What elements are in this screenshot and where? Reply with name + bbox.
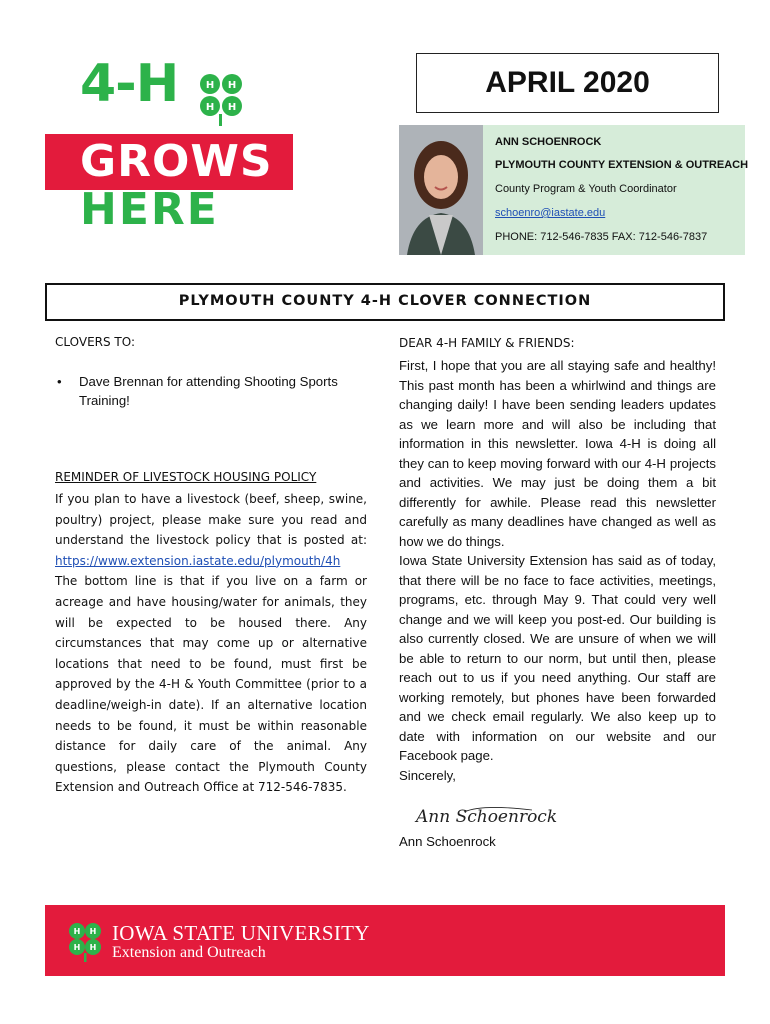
contact-org: PLYMOUTH COUNTY EXTENSION & OUTREACH (495, 159, 749, 171)
clovers-item: Dave Brennan for attending Shooting Sports Training! (79, 374, 338, 408)
logo-here-text: HERE (80, 184, 219, 235)
logo-grows-text: GROWS (80, 136, 273, 187)
svg-text:H: H (89, 927, 97, 936)
newsletter-title: PLYMOUTH COUNTY 4-H CLOVER CONNECTION (178, 293, 592, 309)
contact-email-link[interactable]: schoenro@iastate.edu (495, 207, 606, 219)
handwritten-signature (412, 800, 558, 830)
svg-text:H: H (205, 102, 215, 113)
reminder-text-intro: If you plan to have a livestock (beef, sheep, swine, poultry) project, please make sure you read and understand the livestock policy that is posted at: (55, 492, 367, 548)
four-leaf-clover-icon (195, 70, 247, 126)
clover-logo-icon (65, 920, 105, 962)
contact-name: ANN SCHOENROCK (495, 136, 602, 148)
university-name: IOWA STATE UNIVERSITY (112, 921, 370, 945)
issue-month: APRIL 2020 (416, 53, 719, 113)
contact-phone: PHONE: 712-546-7835 FAX: 712-546-7837 (495, 231, 708, 243)
letter-greeting: DEAR 4-H FAMILY & FRIENDS: (399, 336, 575, 350)
reminder-body (55, 489, 367, 798)
reminder-text-details: The bottom line is that if you live on a farm or acreage and have housing/water for animals, they will be expected to be housed there. Any circumstances that may come up or alternative locations that need to be found, must first be approved by the 4-H & Youth Committee (prior to a deadline/weigh-in date). If an alternative location needs to be found, it must be within reasonable distance for daily care of the animal. Any questions, please contact the Plymouth County Extension and Outreach Office at 712-546-7835. (55, 574, 367, 795)
coordinator-photo (399, 125, 483, 255)
svg-text:Ann Schoenrock: Ann Schoenrock (416, 807, 558, 827)
svg-text:H: H (89, 943, 97, 952)
svg-text:H: H (227, 102, 237, 113)
letter-paragraph-1: First, I hope that you are all staying safe and healthy! This past month has been a whirlwind and things are changing daily! I have been sending leaders updates as we learn more and will also be including that information in this newsletter. Iowa 4-H is doing all they can to keep moving forward with our 4-H projects and activities. We may just be doing them a bit differently for awhile. Please read this newsletter carefully as many deadlines have changed as well as how we do things. (399, 358, 716, 549)
reminder-heading: REMINDER OF LIVESTOCK HOUSING POLICY (55, 470, 317, 484)
university-subtitle: Extension and Outreach (112, 944, 266, 961)
signer-name: Ann Schoenrock (399, 834, 496, 849)
letter-closing: Sincerely, (399, 767, 456, 783)
letter-body (399, 356, 716, 785)
logo-4h-text: 4-H (80, 54, 179, 114)
contact-role: County Program & Youth Coordinator (495, 183, 677, 195)
svg-text:H: H (227, 80, 237, 91)
clovers-heading: CLOVERS TO: (55, 335, 136, 349)
policy-link[interactable]: https://www.extension.iastate.edu/plymouth/4h (55, 553, 341, 568)
svg-text:H: H (73, 943, 81, 952)
bullet-icon: • (57, 374, 62, 389)
letter-paragraph-2: Iowa State University Extension has said as of today, that there will be no face to face activities, meetings, programs, etc. through May 9. That could very well change and we will keep you post-ed. Our building is also currently closed. We are unsure of when we will be able to return to our norm, but until then, please reach out to us if you need anything. Our staff are working remotely, but phones have been forwarded and we check email regularly. We also keep up to date with information on our website and our Facebook page. (399, 553, 716, 763)
svg-text:H: H (73, 927, 81, 936)
svg-text:H: H (205, 80, 215, 91)
